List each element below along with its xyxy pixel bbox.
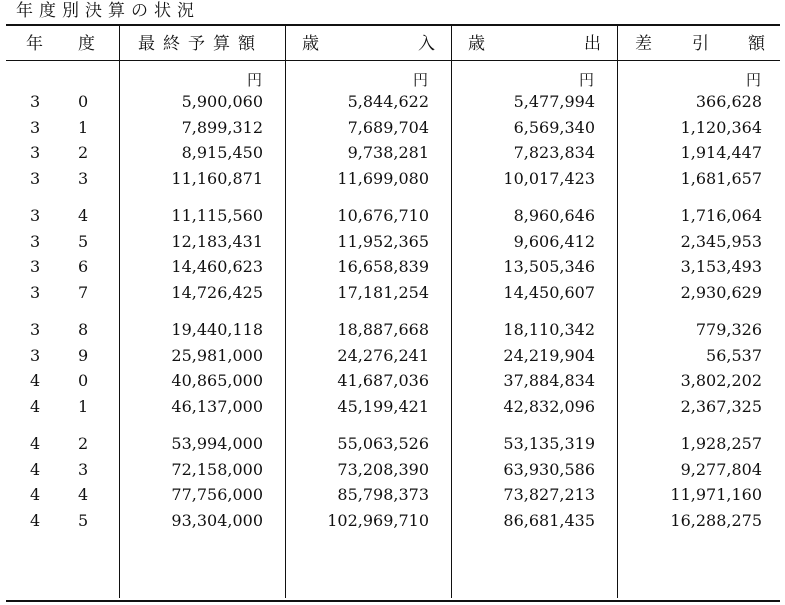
unit-label: 円 (745, 71, 761, 89)
unit-label: 円 (246, 71, 262, 89)
cell-expense: 8,960,646 (513, 206, 595, 225)
cell-y2: 8 (78, 320, 89, 339)
cell-diff: 779,326 (695, 320, 762, 339)
unit-label: 円 (578, 71, 594, 89)
cell-expense: 53,135,319 (503, 434, 595, 453)
column-divider (285, 26, 286, 598)
cell-budget: 14,726,425 (171, 282, 263, 302)
cell-diff: 1,716,064 (680, 206, 762, 225)
cell-y1: 4 (30, 510, 41, 530)
cell-diff: 1,928,257 (680, 434, 762, 453)
header-revenue-a: 歳 (302, 34, 319, 54)
cell-budget: 46,137,000 (171, 396, 263, 416)
cell-budget: 12,183,431 (171, 231, 263, 251)
cell-budget: 8,915,450 (181, 143, 263, 162)
cell-y1: 3 (30, 92, 41, 111)
cell-y1: 4 (30, 371, 41, 390)
cell-expense: 5,477,994 (513, 92, 595, 111)
cell-expense: 18,110,342 (503, 320, 595, 339)
cell-y2: 6 (78, 257, 89, 276)
cell-y1: 4 (30, 485, 41, 504)
cell-budget: 72,158,000 (171, 459, 263, 479)
cell-y1: 3 (30, 117, 41, 137)
cell-y1: 3 (30, 231, 41, 251)
cell-budget: 77,756,000 (171, 485, 263, 504)
cell-diff: 3,153,493 (680, 257, 762, 276)
header-divider (6, 60, 780, 61)
header-expense-a: 歳 (468, 34, 485, 54)
cell-y2: 1 (78, 117, 89, 137)
cell-expense: 6,569,340 (513, 117, 595, 137)
cell-budget: 11,160,871 (171, 168, 263, 188)
cell-diff: 366,628 (695, 92, 762, 111)
cell-revenue: 41,687,036 (337, 371, 429, 390)
cell-budget: 93,304,000 (171, 510, 263, 530)
cell-y1: 4 (30, 396, 41, 416)
cell-y2: 1 (78, 396, 89, 416)
cell-expense: 14,450,607 (503, 282, 595, 302)
cell-budget: 40,865,000 (171, 371, 263, 390)
cell-y2: 3 (78, 459, 89, 479)
cell-y1: 3 (30, 345, 41, 365)
cell-revenue: 16,658,839 (337, 257, 429, 276)
cell-diff: 16,288,275 (670, 510, 762, 530)
cell-revenue: 55,063,526 (337, 434, 429, 453)
cell-expense: 13,505,346 (503, 257, 595, 276)
cell-expense: 10,017,423 (503, 168, 595, 188)
cell-y1: 3 (30, 206, 41, 225)
column-divider (451, 26, 452, 598)
cell-y2: 5 (78, 510, 89, 530)
header-expense-b: 出 (584, 34, 601, 54)
cell-diff: 1,120,364 (680, 117, 762, 137)
header-diff-a: 差 (635, 34, 652, 54)
cell-revenue: 11,699,080 (337, 168, 429, 188)
cell-revenue: 102,969,710 (327, 510, 429, 530)
cell-expense: 73,827,213 (503, 485, 595, 504)
cell-budget: 11,115,560 (171, 206, 263, 225)
cell-diff: 2,930,629 (680, 282, 762, 302)
header-revenue-b: 入 (418, 34, 435, 54)
cell-diff: 1,681,657 (680, 168, 762, 188)
cell-budget: 53,994,000 (171, 434, 263, 453)
cell-y2: 5 (78, 231, 89, 251)
column-divider (119, 26, 120, 598)
cell-budget: 5,900,060 (181, 92, 263, 111)
cell-y1: 3 (30, 143, 41, 162)
cell-diff: 56,537 (706, 345, 762, 365)
cell-diff: 2,345,953 (680, 231, 762, 251)
cell-y1: 3 (30, 320, 41, 339)
cell-expense: 86,681,435 (503, 510, 595, 530)
header-year: 年 (26, 34, 43, 54)
cell-diff: 3,802,202 (680, 371, 762, 390)
header-diff-b: 引 (692, 34, 709, 54)
cell-y2: 0 (78, 371, 89, 390)
cell-revenue: 45,199,421 (337, 396, 429, 416)
cell-revenue: 18,887,668 (337, 320, 429, 339)
cell-y1: 4 (30, 434, 41, 453)
cell-diff: 2,367,325 (680, 396, 762, 416)
cell-y2: 9 (78, 345, 89, 365)
cell-y1: 3 (30, 282, 41, 302)
cell-revenue: 7,689,704 (347, 117, 429, 137)
cell-revenue: 73,208,390 (337, 459, 429, 479)
header-budget: 最終予算額 (138, 34, 263, 54)
cell-expense: 9,606,412 (513, 231, 595, 251)
cell-budget: 19,440,118 (171, 320, 263, 339)
cell-expense: 7,823,834 (513, 143, 595, 162)
cell-y2: 2 (78, 143, 89, 162)
column-divider (617, 26, 618, 598)
cell-revenue: 11,952,365 (337, 231, 429, 251)
table-title: 年度別決算の状況 (16, 1, 200, 21)
cell-y2: 7 (78, 282, 89, 302)
unit-label: 円 (412, 71, 428, 89)
cell-y2: 4 (78, 485, 89, 504)
cell-revenue: 24,276,241 (337, 345, 429, 365)
cell-y2: 3 (78, 168, 89, 188)
cell-budget: 14,460,623 (171, 257, 263, 276)
cell-y2: 4 (78, 206, 89, 225)
cell-expense: 37,884,834 (503, 371, 595, 390)
cell-y1: 3 (30, 168, 41, 188)
cell-y1: 4 (30, 459, 41, 479)
cell-revenue: 5,844,622 (347, 92, 429, 111)
cell-budget: 25,981,000 (171, 345, 263, 365)
cell-expense: 24,219,904 (503, 345, 595, 365)
cell-y2: 2 (78, 434, 89, 453)
cell-y1: 3 (30, 257, 41, 276)
header-era: 度 (78, 34, 95, 54)
cell-expense: 42,832,096 (503, 396, 595, 416)
cell-revenue: 17,181,254 (337, 282, 429, 302)
cell-budget: 7,899,312 (181, 117, 263, 137)
cell-diff: 9,277,804 (680, 459, 762, 479)
cell-revenue: 9,738,281 (347, 143, 429, 162)
cell-revenue: 10,676,710 (337, 206, 429, 225)
cell-y2: 0 (78, 92, 89, 111)
cell-revenue: 85,798,373 (337, 485, 429, 504)
cell-diff: 11,971,160 (670, 485, 762, 504)
cell-diff: 1,914,447 (680, 143, 762, 162)
header-diff-c: 額 (748, 34, 765, 54)
cell-expense: 63,930,586 (503, 459, 595, 479)
